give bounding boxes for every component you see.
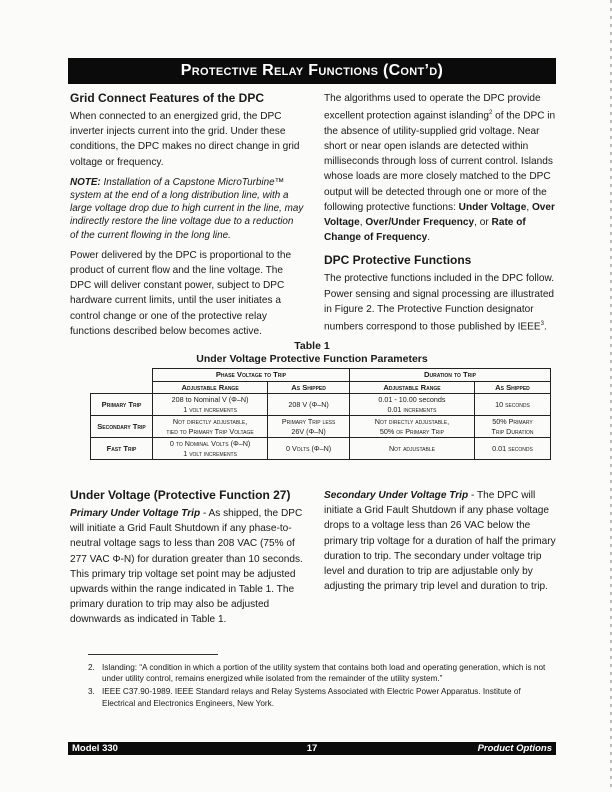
group-header-voltage: Phase Voltage to Trip	[152, 369, 349, 382]
footer-section: Product Options	[477, 743, 552, 754]
cell-line: 208 V (Φ–N)	[288, 399, 329, 409]
paragraph-power-delivery: Power delivered by the DPC is proportional to the product of current flow and the line voltage. The DPC will deliver constant power, subject to DPC hardware current limits, until the user initiates a control change or one of the protective relay functions described below becomes active.	[70, 249, 292, 337]
subheading-secondary-trip: Secondary Under Voltage Trip	[324, 490, 469, 501]
period: .	[543, 321, 547, 333]
table-cell	[349, 416, 474, 438]
table-cell	[474, 416, 550, 438]
table-cell	[268, 438, 350, 460]
note-text: Installation of a Capstone MicroTurbine™ system at the end of a long distribution line, with a large voltage drop due to high current in the line, may indirectly restore the line voltage due to a reduction of the current flowing in the long line.	[70, 176, 304, 241]
cell-line: 0.01 increments	[387, 404, 437, 414]
cell-line: 0.01 - 10.00 seconds	[378, 395, 446, 404]
footnote-number: 2.	[88, 663, 95, 672]
table-cell	[474, 394, 550, 416]
footnote-ref-2: 2	[488, 110, 493, 117]
group-header-duration: Duration to Trip	[349, 369, 550, 382]
section-heading-under-voltage: Under Voltage (Protective Function 27)	[70, 488, 291, 502]
table-column-header-row	[91, 381, 551, 394]
footnote-text: Islanding: “A condition in which a portion of the utility system that contains both load and operating generation, which is not under utility control, remains energized while isolated from the remainder of the utility system.”	[102, 663, 546, 684]
footnote-text: IEEE C37.90-1989. IEEE Standard relays and Relay Systems Associated with Electric Power Apparatus. Institute of Electrical and Electronics Engineers, New York.	[102, 687, 521, 708]
cell-line: 50% of Primary Trip	[379, 426, 444, 436]
footnote-item	[88, 686, 548, 708]
cell-line: Not adjustable	[388, 443, 435, 453]
cell-line: 1 volt increments	[183, 404, 237, 414]
col-header: As Shipped	[268, 381, 350, 394]
cell-line: 26V (Φ–N)	[291, 426, 326, 436]
table-cell	[152, 416, 267, 438]
term-over-under-frequency: Over/Under Frequency	[365, 216, 475, 228]
term-under-voltage: Under Voltage	[458, 201, 527, 213]
row-label: Fast Trip	[91, 438, 153, 460]
table-cell	[152, 394, 267, 416]
term-rate-of-change: Rate of Change of Frequency	[324, 216, 526, 244]
cell-line: 10 seconds	[495, 399, 530, 409]
cell-line: 208 to Nominal V (Φ–N)	[171, 395, 249, 404]
table-row-primary	[91, 394, 551, 416]
table-caption	[68, 340, 556, 366]
lower-left-column	[70, 488, 304, 634]
cell-line: 0.01 seconds	[492, 443, 533, 453]
table-row-fast	[91, 438, 551, 460]
footer-bar	[68, 742, 556, 755]
cell-line: Not directly adjustable,	[374, 417, 450, 426]
row-label: Secondary Trip	[91, 416, 153, 438]
page-title: Protective Relay Functions (Cont’d)	[180, 62, 444, 79]
footer-model: Model 330	[72, 743, 118, 754]
subheading-primary-trip: Primary Under Voltage Trip	[70, 508, 201, 519]
lower-right-column	[324, 488, 556, 600]
table-row-secondary	[91, 416, 551, 438]
left-column	[70, 91, 304, 345]
title-bar	[68, 58, 556, 84]
table-cell	[349, 438, 474, 460]
cell-line: 1 volt increments	[183, 448, 237, 458]
text-span: The algorithms used to operate the DPC provide excellent protection against islanding	[324, 93, 541, 122]
separator: , or	[474, 216, 492, 228]
cell-line: Trip Duration	[491, 426, 534, 436]
cell-line: 50% Primary	[492, 417, 533, 426]
table-title: Under Voltage Protective Function Parameters	[196, 353, 428, 365]
text-span: - As shipped, the DPC will initiate a Grid Fault Shutdown if any phase-to-neutral voltage sags to less than 208 VAC (75% of 277 VAC Φ-N) for duration greater than 10 seconds. This primary trip voltage set point may be adjusted upwards within the range indicated in Table 1. The primary duration to trip may also be adjusted downwards as indicated in Table 1.	[70, 508, 303, 626]
paragraph-grid-intro: When connected to an energized grid, the DPC inverter injects current into the grid. Under these conditions, the DPC makes no direct change in grid voltage or frequency.	[70, 111, 300, 168]
cell-line: Not directly adjustable,	[172, 417, 248, 426]
paragraph-islanding	[324, 91, 556, 245]
paragraph-protective-functions	[324, 271, 556, 334]
page-number: 17	[306, 743, 318, 754]
blank-cell	[91, 381, 153, 394]
footnote-item	[88, 662, 548, 684]
section-heading-dpc-protective: DPC Protective Functions	[324, 253, 472, 268]
table-cell	[152, 438, 267, 460]
col-header: Adjustable Range	[349, 381, 474, 394]
text-span: The protective functions included in the DPC follow. Power sensing and signal processing are illustrated in Figure 2. The Protective Function designator numbers correspond to those published by IEEE	[324, 273, 555, 333]
separator: ,	[359, 216, 366, 228]
paragraph-secondary-trip	[324, 488, 556, 594]
separator: ,	[526, 201, 532, 213]
table-cell	[474, 438, 550, 460]
footnote-number: 3.	[88, 687, 95, 697]
col-header: As Shipped	[474, 381, 550, 394]
cell-line: 0 Volts (Φ–N)	[285, 443, 332, 453]
right-column	[324, 91, 556, 341]
table-cell	[268, 416, 350, 438]
term-over-voltage: Over Voltage	[324, 201, 555, 228]
row-label: Primary Trip	[91, 394, 153, 416]
cell-line: tied to Primary Trip Voltage	[166, 426, 254, 436]
note-block	[70, 176, 304, 242]
table-number: Table 1	[294, 340, 330, 352]
paragraph-primary-trip	[70, 506, 304, 628]
section-heading-grid-connect: Grid Connect Features of the DPC	[70, 91, 265, 105]
footnotes	[88, 662, 548, 711]
under-voltage-table	[90, 368, 551, 460]
cell-line: Primary Trip less	[281, 417, 336, 426]
footnote-ref-3: 3	[540, 321, 544, 327]
blank-cell	[91, 369, 153, 382]
table-group-header-row	[91, 369, 551, 382]
text-span: of the DPC in the absence of utility-supplied grid voltage. Near short or near open islands are detected within milliseconds through loss of current control. Islands whose loads are more closely matched to the DPC output will be detected through one or more of the following protective functions:	[324, 110, 556, 213]
table-cell	[349, 394, 474, 416]
col-header: Adjustable Range	[152, 381, 267, 394]
note-label: NOTE:	[70, 176, 101, 188]
table-cell	[268, 394, 350, 416]
text-span: - The DPC will initiate a Grid Fault Shutdown if any phase voltage drops to a voltage less than 26 VAC below the primary trip voltage for a duration of half the primary duration to trip. The secondary under voltage trip level and duration to trip are adjustable only by adjusting the primary trip level and duration to trip.	[324, 490, 556, 593]
period: .	[427, 232, 431, 244]
footnote-rule	[88, 654, 218, 655]
cell-line: 0 to Nominal Volts (Φ–N)	[169, 439, 251, 448]
